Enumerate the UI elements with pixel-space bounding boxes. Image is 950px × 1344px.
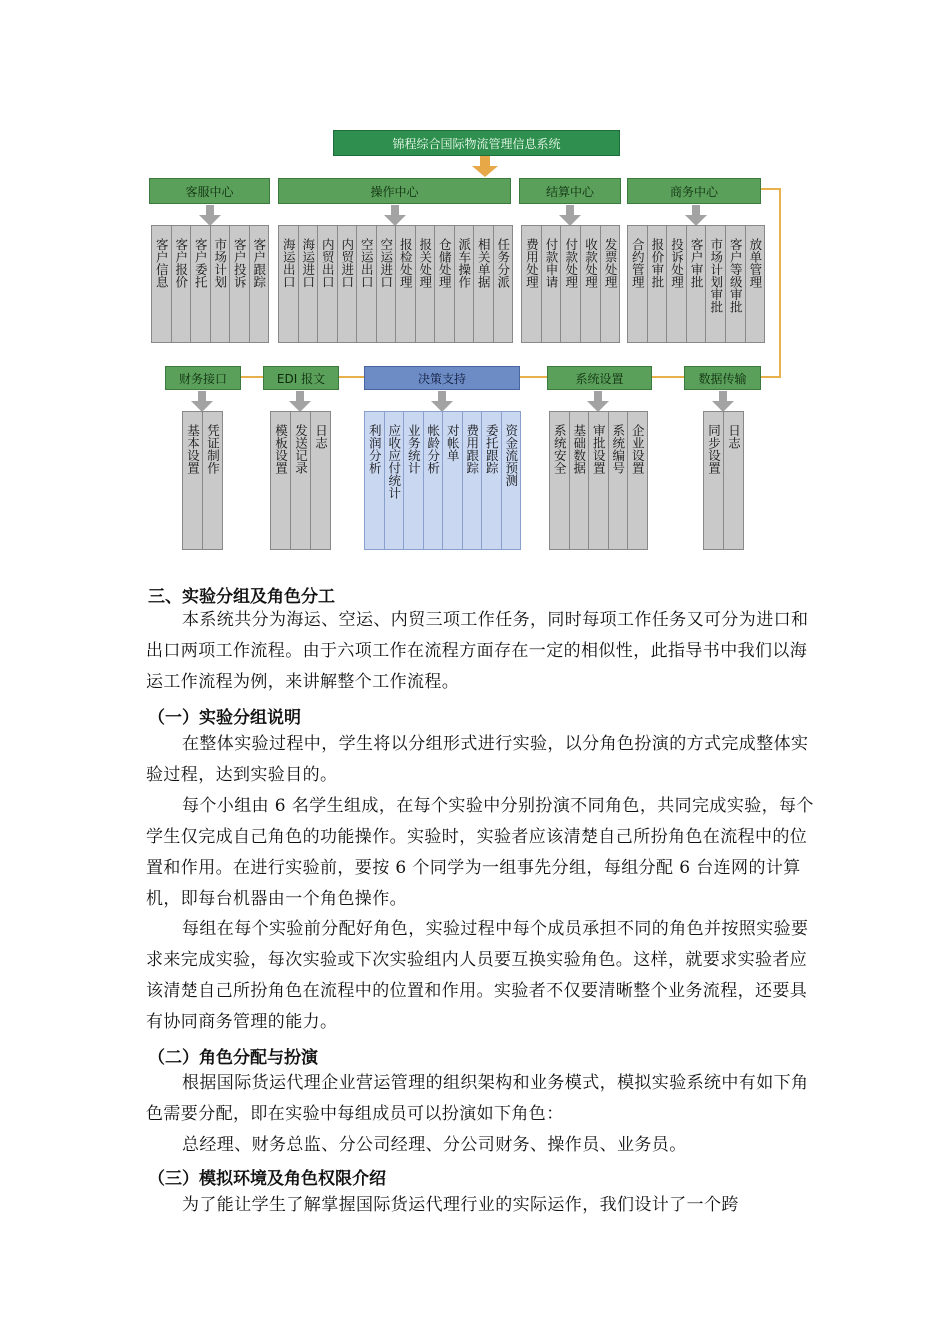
module-item: 海运出口 bbox=[278, 225, 299, 343]
down-arrow-icon bbox=[429, 391, 455, 413]
module-item: 空运进口 bbox=[376, 225, 397, 343]
module-item: 客户信息 bbox=[151, 225, 172, 343]
module-item: 报价审批 bbox=[647, 225, 668, 343]
module-item: 报关处理 bbox=[415, 225, 436, 343]
module-item: 客户审批 bbox=[686, 225, 707, 343]
module-item: 海运进口 bbox=[298, 225, 319, 343]
module-item: 日志 bbox=[310, 411, 331, 550]
module-item: 系统编号 bbox=[608, 411, 629, 550]
group-header: 客服中心 bbox=[149, 178, 270, 204]
module-item: 费用跟踪 bbox=[462, 411, 483, 550]
module-item: 市场计划 bbox=[210, 225, 231, 343]
module-item: 帐龄分析 bbox=[423, 411, 444, 550]
module-item: 内贸出口 bbox=[317, 225, 338, 343]
connector-line bbox=[779, 188, 781, 378]
module-item: 模板设置 bbox=[270, 411, 291, 550]
paragraph: 根据国际货运代理企业营运管理的组织架构和业务模式，模拟实验系统中有如下角色需要分配，即在实验中每组成员可以扮演如下角色： bbox=[146, 1073, 809, 1124]
connector-line bbox=[760, 376, 781, 378]
connector-line bbox=[519, 376, 547, 378]
module-item: 客户跟踪 bbox=[249, 225, 270, 343]
module-item: 客户等级审批 bbox=[725, 225, 746, 343]
paragraph: 每组在每个实验前分配好角色，实验过程中每个成员承担不同的角色并按照实验要求来完成实验，每次实验或下次实验组内人员要互换实验角色。这样，就要求实验者应该清楚自己所扮角色在流程中的位置和作用。实验者不仅要清晰整个业务流程，还要具有协同商务管理的能力。 bbox=[146, 919, 809, 1032]
module-item: 委托跟踪 bbox=[481, 411, 502, 550]
down-arrow-icon bbox=[683, 205, 709, 227]
group-header: 商务中心 bbox=[627, 178, 761, 204]
module-item: 收款处理 bbox=[580, 225, 601, 343]
system-title-box: 锦程综合国际物流管理信息系统 bbox=[333, 130, 620, 156]
module-item: 业务统计 bbox=[403, 411, 424, 550]
module-item: 派车操作 bbox=[454, 225, 475, 343]
module-item: 基本设置 bbox=[182, 411, 203, 550]
module-item: 客户投诉 bbox=[229, 225, 250, 343]
intro-paragraph: 本系统共分为海运、空运、内贸三项工作任务，同时每项工作任务又可分为进口和出口两项工作流程。由于六项工作在流程方面存在一定的相似性，此指导书中我们以海运工作流程为例，来讲解整个工作流程。 bbox=[146, 610, 809, 692]
module-item: 审批设置 bbox=[588, 411, 609, 550]
subsection-title-3: （三）模拟环境及角色权限介绍 bbox=[148, 1169, 386, 1189]
module-item: 日志 bbox=[723, 411, 744, 550]
module-item: 相关单据 bbox=[473, 225, 494, 343]
paragraph: 每个小组由 6 名学生组成，在每个实验中分别扮演不同角色，共同完成实验，每个学生仅完成自己角色的功能操作。实验时，实验者应该清楚自己所扮角色在流程中的位置和作用。在进行实验前，要按 6 个同学为一组事先分组，每组分配 6 台连网的计算机，即每台机器由一个角色操作。 bbox=[146, 796, 814, 909]
module-item: 付款申请 bbox=[541, 225, 562, 343]
connector-line bbox=[761, 188, 781, 190]
group-header: 系统设置 bbox=[547, 366, 652, 390]
paragraph: 为了能让学生了解掌握国际货运代理行业的实际运作，我们设计了一个跨 bbox=[182, 1195, 739, 1215]
section-title: 三、实验分组及角色分工 bbox=[148, 587, 335, 607]
module-item: 客户委托 bbox=[190, 225, 211, 343]
module-item: 企业设置 bbox=[627, 411, 648, 550]
paragraph: 总经理、财务总监、分公司经理、分公司财务、操作员、业务员。 bbox=[182, 1135, 687, 1155]
module-item: 放单管理 bbox=[745, 225, 766, 343]
down-arrow-icon bbox=[382, 205, 408, 227]
group-header: 数据传输 bbox=[684, 366, 761, 390]
subsection-title-2: （二）角色分配与扮演 bbox=[148, 1048, 318, 1068]
system-architecture-diagram bbox=[0, 0, 950, 570]
module-item: 基础数据 bbox=[569, 411, 590, 550]
down-arrow-icon bbox=[585, 391, 611, 413]
subsection-title-1: （一）实验分组说明 bbox=[148, 708, 301, 728]
module-item: 内贸进口 bbox=[337, 225, 358, 343]
module-item: 市场计划审批 bbox=[705, 225, 726, 343]
module-item: 客户报价 bbox=[171, 225, 192, 343]
module-item: 付款处理 bbox=[560, 225, 581, 343]
module-item: 同步设置 bbox=[703, 411, 724, 550]
paragraph: 在整体实验过程中，学生将以分组形式进行实验，以分角色扮演的方式完成整体实验过程，达到实验目的。 bbox=[146, 734, 809, 785]
group-header: EDI 报文 bbox=[263, 366, 339, 390]
group-header: 操作中心 bbox=[278, 178, 511, 204]
group-header: 决策支持 bbox=[364, 366, 520, 390]
connector-line bbox=[651, 376, 684, 378]
module-item: 利润分析 bbox=[364, 411, 385, 550]
title-down-arrow bbox=[470, 156, 500, 178]
module-item: 任务分派 bbox=[493, 225, 514, 343]
module-item: 发送记录 bbox=[290, 411, 311, 550]
connector-line bbox=[240, 376, 264, 378]
group-header: 结算中心 bbox=[519, 178, 621, 204]
down-arrow-icon bbox=[287, 391, 313, 413]
module-item: 应收应付统计 bbox=[384, 411, 405, 550]
module-item: 报检处理 bbox=[395, 225, 416, 343]
module-item: 合约管理 bbox=[627, 225, 648, 343]
down-arrow-icon bbox=[197, 205, 223, 227]
module-item: 凭证制作 bbox=[202, 411, 223, 550]
down-arrow-icon bbox=[189, 391, 215, 413]
module-item: 系统安全 bbox=[549, 411, 570, 550]
module-item: 空运出口 bbox=[356, 225, 377, 343]
module-item: 费用处理 bbox=[521, 225, 542, 343]
down-arrow-icon bbox=[557, 205, 583, 227]
connector-line bbox=[338, 376, 364, 378]
module-item: 发票处理 bbox=[600, 225, 621, 343]
down-arrow-icon bbox=[710, 391, 736, 413]
module-item: 资金流预测 bbox=[501, 411, 522, 550]
group-header: 财务接口 bbox=[165, 366, 241, 390]
module-item: 对帐单 bbox=[442, 411, 463, 550]
module-item: 投诉处理 bbox=[666, 225, 687, 343]
module-item: 仓储处理 bbox=[434, 225, 455, 343]
